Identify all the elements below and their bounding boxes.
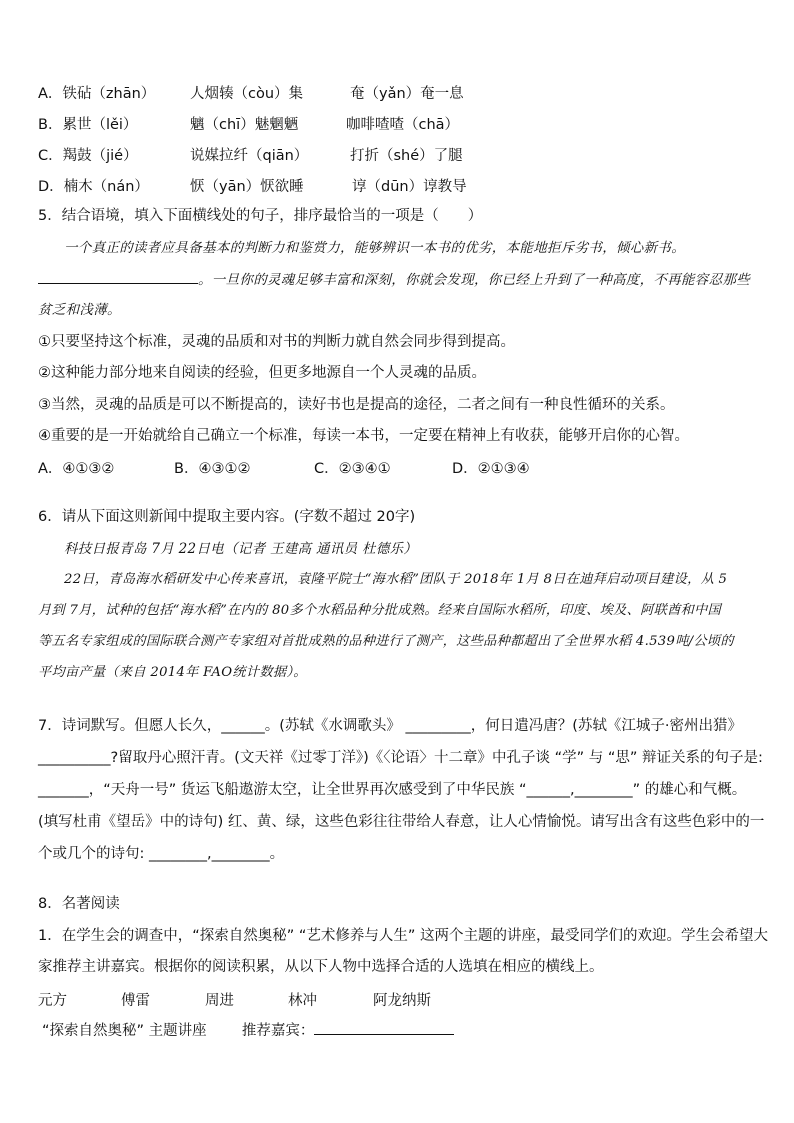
q8-name-alongnasi: 阿龙纳斯: [373, 993, 431, 1009]
q4-option-a-word2: 人烟辏（còu）集: [190, 86, 304, 102]
q6-news-line2: 月到 7月，试种的包括“海水稻”在内的 80多个水稻品种分批成熟。经来自国际水稻所，印度、埃及、阿联酋和中国: [38, 603, 722, 618]
q6-stem: 6．请从下面这则新闻中提取主要内容。(字数不超过 20字): [38, 509, 416, 525]
q7-line1: 7．诗词默写。但愿人长久，______。(苏轼《水调歌头》 _________，何日遣冯唐？(苏轼《江城子·密州出猎》: [38, 718, 743, 734]
q8-name-zhoujin: 周进: [205, 993, 234, 1009]
q8-name-linchong: 林冲: [288, 993, 317, 1009]
q4-option-d-word3: 谆（dūn）谆教导: [352, 179, 467, 195]
q6-news-line3: 等五名专家组成的国际联合测产专家组对首批成熟的品种进行了测产，这些品种都超出了全世界水稻 4.539吨/公顷的: [38, 634, 734, 649]
q8-lecture-row: [42, 1020, 454, 1041]
q5-sentence-1: ①只要坚持这个标准，灵魂的品质和对书的判断力就自然会同步得到提高。: [38, 334, 515, 350]
q5-stem: 5．结合语境，填入下面横线处的句子，排序最恰当的一项是（ ）: [38, 208, 483, 224]
q5-passage-line2-text: 。一旦你的灵魂足够丰富和深刻，你就会发现，你已经上升到了一种高度，不再能容忍那些: [198, 272, 750, 288]
q5-sentence-3: ③当然，灵魂的品质是可以不断提高的，读好书也是提高的途径，二者之间有一种良性循环的关系。: [38, 397, 675, 413]
q5-sentence-2: ②这种能力部分地来自阅读的经验，但更多地源自一个人灵魂的品质。: [38, 365, 486, 381]
q8-name-yuanfang: 元方: [38, 993, 67, 1009]
q4-option-d-word2: 恹（yān）恹欲睡: [190, 179, 304, 195]
q4-option-b-word2: 魑（chī）魅魍魉: [190, 117, 299, 133]
q8-lecture-title: “探索自然奥秘” 主题讲座: [42, 1023, 207, 1039]
q6-news-line4: 平均亩产量（来自 2014年 FAO统计数据）。: [38, 665, 307, 680]
q5-choice-b[interactable]: B．④③①②: [174, 461, 251, 477]
q4-option-a-word3: 奄（yǎn）奄一息: [350, 86, 464, 102]
q5-choice-d[interactable]: D．②①③④: [452, 461, 530, 477]
q8-stem: 8．名著阅读: [38, 896, 120, 912]
q4-option-c-word3: 打折（shé）了腿: [350, 148, 463, 164]
q7-line3: _______，“天舟一号” 货运飞船遨游太空，让全世界再次感受到了中华民族 “______,________” 的雄心和气概。: [38, 782, 747, 798]
q7-line2: __________?留取丹心照汗青。(文天祥《过零丁洋》)《〈论语〉十二章》中孔子谈 “学” 与 “思” 辩证关系的句子是:: [38, 750, 763, 766]
q5-passage-line1: 一个真正的读者应具备基本的判断力和鉴赏力，能够辨识一本书的优劣，本能地拒斥劣书，倾心新书。: [64, 240, 685, 256]
q7-line4: (填写杜甫《望岳》中的诗句) 红、黄、绿，这些色彩往往带给人春意，让人心情愉悦。请写出含有这些色彩中的一: [38, 814, 765, 830]
q4-option-c-word1: C．羯鼓（jié）: [38, 148, 138, 164]
q4-option-d-word1: D．楠木（nán）: [38, 179, 149, 195]
q4-option-b-word3: 咖啡喳喳（chā）: [346, 117, 460, 133]
q6-news-line1: 22日，青岛海水稻研发中心传来喜讯，袁隆平院士“海水稻”团队于 2018年 1月 8日在迪拜启动项目建设，从 5: [64, 572, 728, 587]
q5-sentence-4: ④重要的是一开始就给自己确立一个标准，每读一本书，一定要在精神上有收获，能够开启你的心智。: [38, 428, 689, 444]
q4-option-a-word1: A．铁砧（zhān）: [38, 86, 156, 102]
q8-recommend-blank[interactable]: [314, 1020, 454, 1035]
q5-passage-line3: 贫乏和浅薄。: [38, 302, 121, 318]
q7-line5: 个或几个的诗句: ________,________。: [38, 846, 285, 862]
q8-sub1-line1: 1．在学生会的调查中，“探索自然奥秘” “艺术修养与人生” 这两个主题的讲座，最受同学们的欢迎。学生会希望大: [38, 928, 768, 944]
q4-option-c-word2: 说媒拉纤（qiān）: [190, 148, 309, 164]
q5-passage-line2: [38, 269, 750, 290]
q4-option-b-word1: B．累世（lěi）: [38, 117, 138, 133]
q5-answer-blank[interactable]: [38, 269, 198, 284]
q5-choice-c[interactable]: C．②③④①: [314, 461, 391, 477]
q8-recommend-label: 推荐嘉宾：: [241, 1023, 315, 1039]
q8-name-fulei: 傅雷: [121, 993, 150, 1009]
q5-choice-a[interactable]: A．④①③②: [38, 461, 115, 477]
q6-dateline: 科技日报青岛 7月 22日电（记者 王建高 通讯员 杜德乐）: [64, 541, 418, 557]
q8-sub1-line2: 家推荐主讲嘉宾。根据你的阅读积累，从以下人物中选择合适的人选填在相应的横线上。: [38, 959, 604, 975]
